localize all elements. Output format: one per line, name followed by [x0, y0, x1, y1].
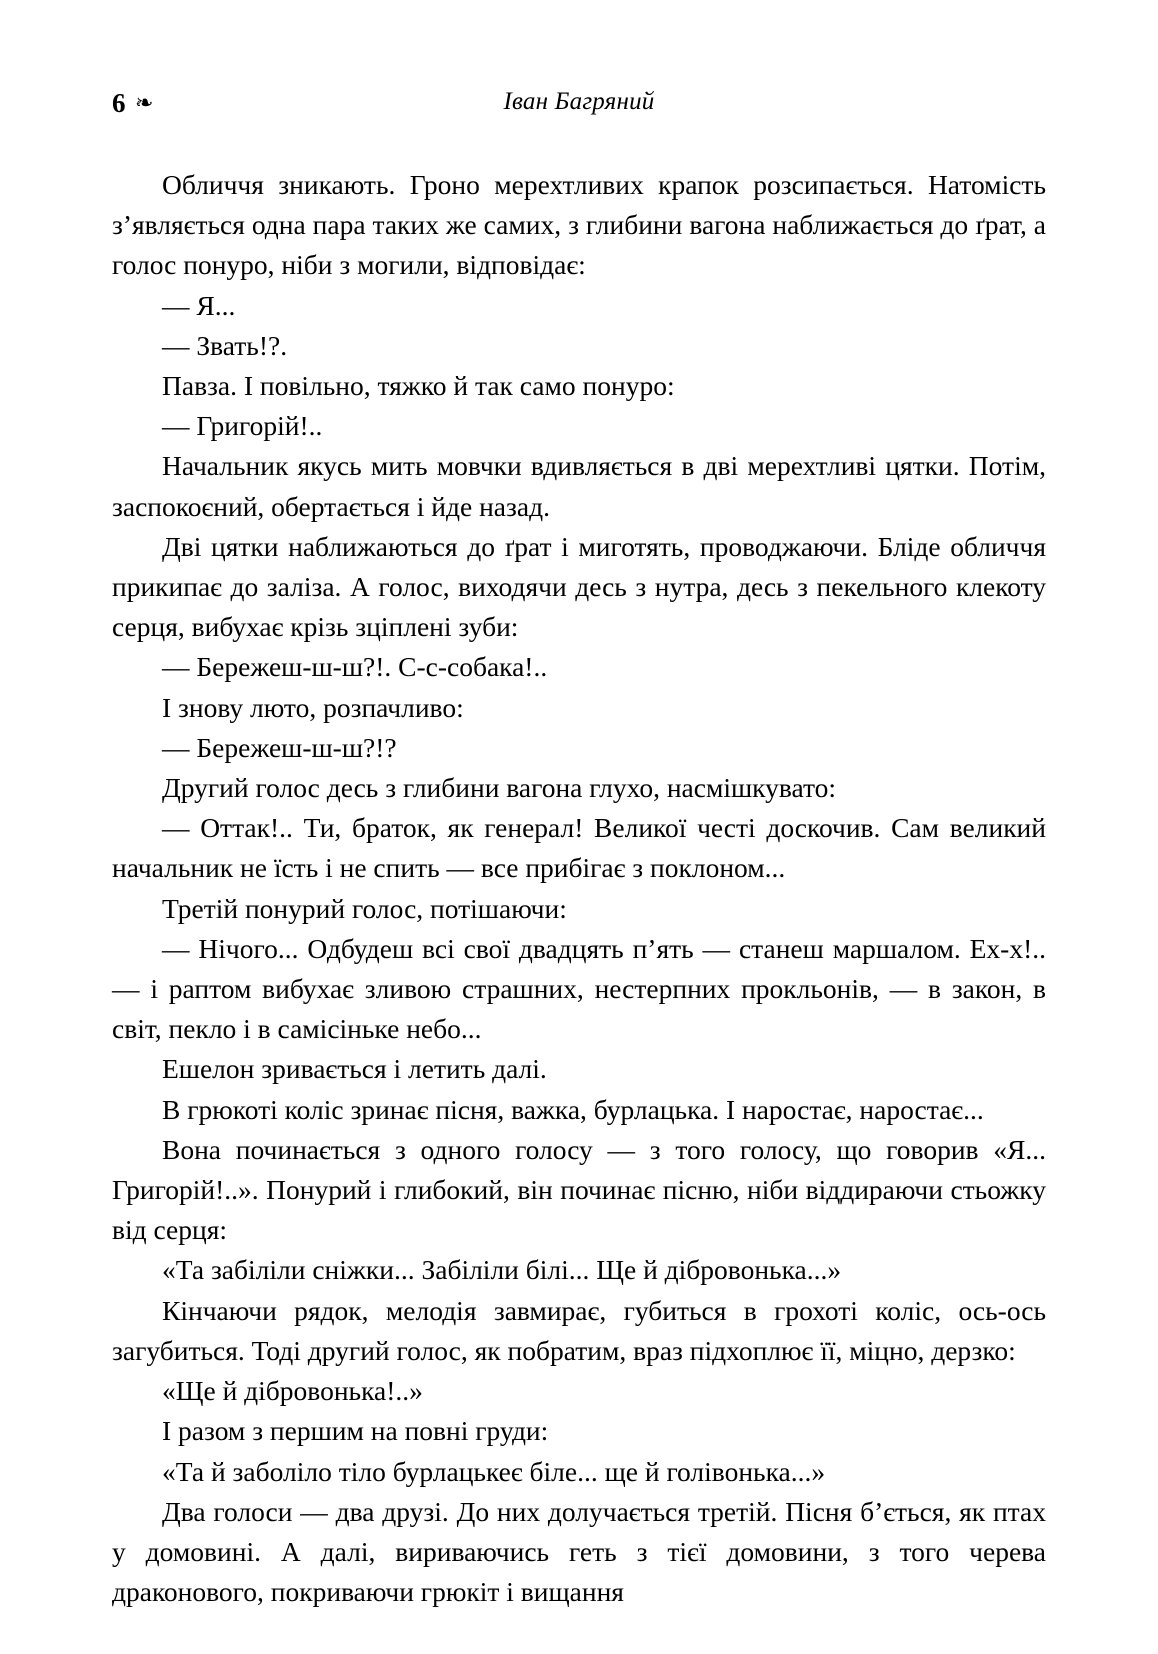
ornament-icon: ❧ — [135, 91, 154, 116]
paragraph: Вона починається з одного голосу — з того голосу, що говорив «Я... Григорій!..». Понурий і глибокий, він починає пісню, ніби віддираючи стьожку від серця: — [112, 1133, 1046, 1246]
running-title: Іван Багряний — [503, 88, 655, 115]
paragraph: Дві цятки наближаються до ґрат і миготять, проводжаючи. Бліде обличчя прикипає до заліза. А голос, виходячи десь з нутра, десь з пекельного клекоту серця, вибухає крізь зціплені зуби: — [112, 530, 1046, 643]
paragraph: І разом з першим на повні груди: — [162, 1415, 549, 1447]
paragraph: — Григорій!.. — [162, 410, 323, 442]
paragraph: «Та забіліли сніжки... Забіліли білі... Ще й дібровонька...» — [162, 1254, 842, 1286]
paragraph: В грюкоті коліс зринає пісня, важка, бурлацька. І наростає, наростає... — [162, 1093, 984, 1125]
paragraph: — Нічого... Одбудеш всі свої двадцять п’ять — станеш маршалом. Ех-х!.. — і раптом вибухає зливою страшних, нестерпних прокльонів, — в закон, в світ, пекло і в самісіньке небо... — [112, 932, 1046, 1045]
paragraph: — Бережеш-ш-ш?!. С-с-собака!.. — [162, 651, 548, 683]
page-text-block — [112, 165, 1046, 1612]
paragraph: Кінчаючи рядок, мелодія завмирає, губиться в грохоті коліс, ось-ось загубиться. Тоді другий голос, як побратим, враз підхоплює її, міцно, дерзко: — [112, 1294, 1046, 1366]
paragraph: Другий голос десь з глибини вагона глухо, насмішкувато: — [162, 772, 837, 804]
paragraph: І знову люто, розпачливо: — [162, 691, 464, 723]
paragraph: — Бережеш-ш-ш?!? — [162, 731, 397, 763]
page-header — [112, 88, 1046, 128]
paragraph: Павза. І повільно, тяжко й так само понуро: — [162, 370, 675, 402]
paragraph: Ешелон зривається і летить далі. — [162, 1053, 547, 1085]
paragraph: Третій понурий голос, потішаючи: — [162, 892, 567, 924]
paragraph: — Оттак!.. Ти, браток, як генерал! Великої честі доскочив. Сам великий начальник не їсть і не спить — все прибігає з поклоном... — [112, 812, 1046, 884]
paragraph: «Та й заболіло тіло бурлацькеє біле... ще й голівонька...» — [162, 1455, 826, 1487]
paragraph: Два голоси — два друзі. До них долучається третій. Пісня б’ється, як птах у домовині. А далі, вириваючись геть з тієї домовини, з того черева драконового, покриваючи грюкіт і вищання — [112, 1495, 1046, 1608]
paragraph: Обличчя зникають. Гроно мерехтливих крапок розсипається. Натомість з’являється одна пара таких же самих, з глибини вагона наближається до ґрат, а голос понуро, ніби з могили, відповідає: — [112, 169, 1046, 281]
paragraph: — Звать!?. — [162, 329, 288, 361]
paragraph: «Ще й дібровонька!..» — [162, 1375, 423, 1407]
paragraph: — Я... — [162, 289, 236, 321]
page-number: 6 — [112, 88, 126, 118]
paragraph: Начальник якусь мить мовчки вдивляється в дві мерехтливі цятки. Потім, заспокоєний, обертається і йде назад. — [112, 450, 1046, 522]
